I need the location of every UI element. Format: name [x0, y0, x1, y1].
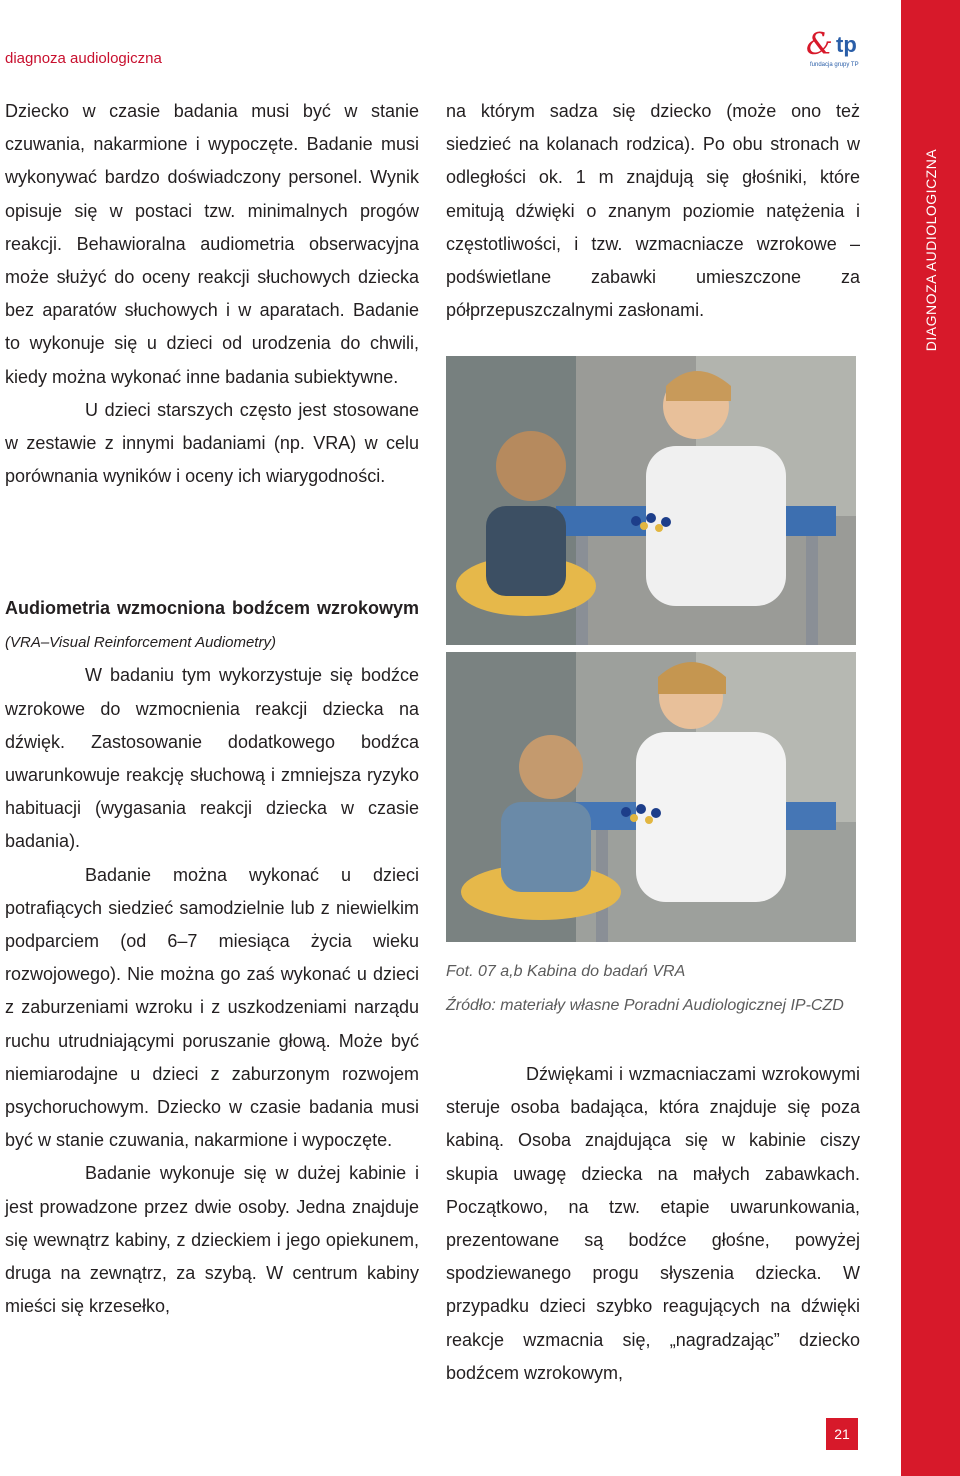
paragraph: U dzieci starszych często jest stosowane w zestawie z innymi badaniami (np. VRA) w celu porównania wyników i oceny ich wiarygodności. [5, 399, 419, 487]
heading-title: Audiometria wzmocniona bodźcem wzrokowym [5, 598, 419, 618]
paragraph: Dziecko w czasie badania musi być w stanie czuwania, nakarmione i wypoczęte. Badanie musi wykonywać bardzo doświadczony personel. Wynik opisuje się w postaci tzw. minimalnych progów reakcji. Behawioralna audiometria obserwacyjna może służyć do oceny reakcji słuchowych dziecka bez aparatów słuchowych i w aparatach. Badanie to wykonuje się u dzieci od urodzenia do chwili, kiedy można wykonać inne badania subiektywne. [5, 101, 419, 387]
photo-source: Źródło: materiały własne Poradni Audiologicznej IP-CZD [446, 997, 844, 1014]
fundacja-tp-logo [806, 27, 868, 74]
side-tab-label: DIAGNOZA AUDIOLOGICZNA [923, 148, 939, 352]
paragraph: Dźwiękami i wzmacniaczami wzrokowymi steruje osoba badająca, która znajduje się poza kabiną. Osoba znajdująca się w kabinie ciszy skupia uwagę dziecka na małych zabawkach. Początkowo, na tzw. etapie uwarunkowania, prezentowane są bodźce głośne, powyżej spodziewanego progu słyszenia dziecka. W przypadku dzieci szybko reagujących na dźwięki reakcje wzmacnia się, „nagradzając” dziecko bodźcem wzrokowym, [446, 1064, 860, 1383]
heading-subtitle: (VRA–Visual Reinforcement Audiometry) [5, 634, 276, 652]
paragraph: W badaniu tym wykorzystuje się bodźce wzrokowe do wzmocnienia reakcji dziecka na dźwięk. Zastosowanie dodatkowego bodźca uwarunkowuje reakcję słuchową i zmniejsza ryzyko habituacji (wygasania reakcji dziecka w czasie badania). [5, 665, 419, 852]
logo-brand: tp [836, 32, 857, 57]
photo-caption: Fot. 07 a,b Kabina do badań VRA [446, 963, 686, 980]
section-header: diagnoza audiologiczna [5, 50, 162, 67]
section-heading [5, 592, 419, 659]
logo-subtitle: fundacja grupy TP [810, 62, 859, 68]
column-left-top [5, 95, 419, 493]
paragraph: na którym sadza się dziecko (może ono też siedzieć na kolanach rodzica). Po obu stronach w odległości ok. 1 m znajdują się głośniki, które emitują dźwięki o znanym poziomie natężenia i częstotliwości, i tzw. wzmacniacze wzrokowe – podświetlane zabawki umieszczone za półprzepuszczalnymi zasłonami. [446, 101, 860, 321]
column-right-bottom [446, 1058, 860, 1390]
paragraph: Badanie można wykonać u dzieci potrafiących siedzieć samodzielnie lub z niewielkim podparciem (od 6–7 miesiąca życia wieku rozwojowego). Nie można go zaś wykonać u dzieci z zaburzeniami wzroku i z uszkodzeniami narządu ruchu utrudniającymi poruszanie głową. Może być niemiarodajne u dzieci z zaburzonym rozwojem psychoruchowym. Dziecko w czasie badania musi być w stanie czuwania, nakarmione i wypoczęte. [5, 864, 419, 1151]
column-right-top [446, 95, 860, 327]
paragraph: Badanie wykonuje się w dużej kabinie i jest prowadzone przez dwie osoby. Jedna znajduje się wewnątrz kabiny, z dzieckiem i jego opiekunem, druga na zewnątrz, za szybą. W centrum kabiny mieści się krzesełko, [5, 1163, 419, 1317]
photo-vra-cabin-b [446, 652, 856, 942]
column-left-bottom [5, 592, 419, 1323]
page-number: 21 [826, 1418, 858, 1450]
photo-vra-cabin-a [446, 356, 856, 645]
logo-ampersand: & [806, 27, 833, 62]
